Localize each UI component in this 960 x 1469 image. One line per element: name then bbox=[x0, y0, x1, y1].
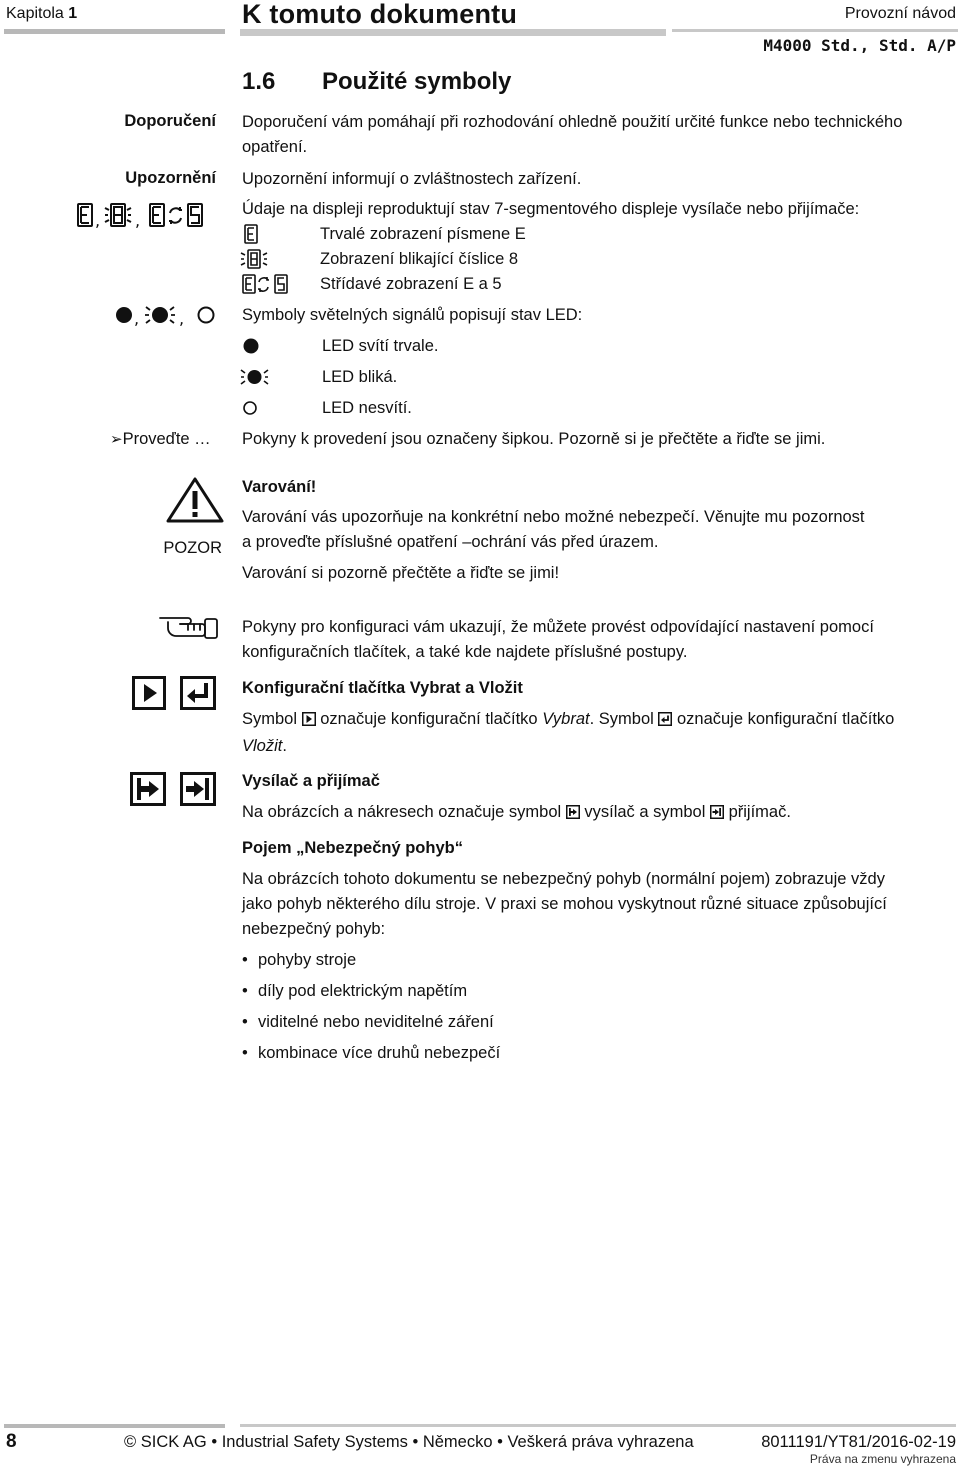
header-rule-left bbox=[4, 29, 225, 34]
display-item-text: Trvalé zobrazení písmene E bbox=[320, 225, 526, 243]
footer-rule-main bbox=[240, 1424, 956, 1427]
svg-text:,: , bbox=[179, 309, 185, 328]
insert-button-icon bbox=[658, 709, 672, 734]
select-button-icon bbox=[132, 676, 166, 710]
danger-list bbox=[242, 948, 956, 1072]
led-blink-icon bbox=[240, 366, 270, 388]
list-item: • kombinace více druhů nebezpečí bbox=[242, 1041, 956, 1072]
display-item-text: Zobrazení blikající číslice 8 bbox=[320, 250, 519, 268]
receiver-icon bbox=[180, 772, 216, 806]
display-symbols-icon bbox=[74, 200, 226, 230]
sender-icon bbox=[130, 772, 166, 806]
page-title: K tomuto dokumentu bbox=[242, 0, 518, 29]
buttons-text: Symbol označuje konfigurační tlačítko Vybrat. Symbol označuje konfigurační tlačítko Vložit. bbox=[242, 710, 895, 755]
select-button-icon bbox=[302, 709, 316, 734]
arrow-right-icon: ➢ bbox=[110, 431, 123, 448]
footer-copyright: © SICK AG • Industrial Safety Systems • Německo • Veškerá práva vyhrazena bbox=[124, 1433, 694, 1451]
page-number: 8 bbox=[6, 1431, 17, 1452]
document-type: Provozní návod bbox=[844, 5, 956, 22]
led-intro: Symboly světelných signálů popisují stav LED: bbox=[242, 306, 583, 324]
led-symbols-icon bbox=[114, 302, 226, 328]
section-title: Použité symboly bbox=[322, 68, 512, 95]
danger-text: Na obrázcích tohoto dokumentu se nebezpečný pohyb (normální pojem) zobrazuje vždy jako pohyb některého dílu stroje. V praxi se mohou vyskytnout různé situace způsobující nebezpečný pohyb: bbox=[242, 870, 887, 938]
footer-note: Práva na zmenu vyhrazena bbox=[809, 1452, 956, 1466]
list-item: • díly pod elektrickým napětím bbox=[242, 979, 956, 1010]
warning-triangle-icon bbox=[164, 476, 226, 524]
document-code: 8011191/YT81/2016-02-19 bbox=[761, 1433, 956, 1451]
receiver-icon bbox=[710, 802, 724, 827]
buttons-title: Konfigurační tlačítka Vybrat a Vložit bbox=[242, 679, 523, 697]
list-item: • pohyby stroje bbox=[242, 948, 956, 979]
led-on-icon bbox=[242, 336, 262, 356]
recommendation-text: Doporučení vám pomáhají při rozhodování ohledně použití určité funkce nebo technického opatření. bbox=[242, 113, 903, 156]
section-heading bbox=[242, 68, 511, 96]
alternating-e5-icon bbox=[242, 273, 292, 295]
section-number: 1.6 bbox=[242, 68, 276, 95]
insert-button-icon bbox=[180, 676, 216, 710]
warning-text: Varování vás upozorňuje na konkrétní nebo možné nebezpečí. Věnujte mu pozornost a proveďte příslušné opatření –ochrání vás před úrazem. Varování si pozorně přečtěte a řiďte se jimi! bbox=[242, 508, 865, 582]
note-label: Upozornění bbox=[125, 169, 216, 187]
svg-text:,: , bbox=[95, 211, 101, 230]
blinking-8-icon bbox=[240, 248, 270, 270]
chapter-indicator bbox=[6, 5, 77, 23]
note-text: Upozornění informují o zvláštnostech zařízení. bbox=[242, 170, 582, 188]
instruction-label: ➢Proveďte … bbox=[110, 430, 211, 448]
svg-text:,: , bbox=[134, 309, 140, 328]
sender-title: Vysílač a přijímač bbox=[242, 772, 380, 790]
header-rule-main bbox=[240, 29, 666, 36]
header-rule-right bbox=[672, 29, 958, 32]
chapter-number: 1 bbox=[68, 5, 78, 22]
led-off-icon bbox=[242, 398, 262, 418]
footer-rule-left bbox=[4, 1424, 225, 1428]
recommendation-label: Doporučení bbox=[124, 112, 216, 130]
sender-text: Na obrázcích a nákresech označuje symbol vysílač a symbol přijímač. bbox=[242, 800, 956, 827]
instruction-text: Pokyny k provedení jsou označeny šipkou. Pozorně si je přečtěte a řiďte se jimi. bbox=[242, 430, 826, 448]
svg-text:,: , bbox=[135, 211, 141, 230]
list-item: • viditelné nebo neviditelné záření bbox=[242, 1010, 956, 1041]
insert-label: Vložit bbox=[242, 737, 283, 755]
pointing-hand-icon bbox=[158, 612, 220, 640]
led-item-text: LED nesvítí. bbox=[322, 399, 412, 417]
chapter-label: Kapitola bbox=[6, 5, 64, 22]
select-label: Vybrat bbox=[542, 710, 590, 728]
display-intro: Údaje na displeji reproduktují stav 7-segmentového displeje vysílače nebo přijímače: bbox=[242, 200, 860, 218]
config-text: Pokyny pro konfiguraci vám ukazují, že můžete provést odpovídající nastavení pomocí konfiguračních tlačítek, a také kde najdete příslušné postupy. bbox=[242, 618, 874, 661]
led-item-text: LED svítí trvale. bbox=[322, 337, 439, 355]
display-item-text: Střídavé zobrazení E a 5 bbox=[320, 275, 502, 293]
warning-label: POZOR bbox=[163, 539, 222, 557]
warning-title: Varování! bbox=[242, 478, 317, 496]
digit-e-icon bbox=[242, 223, 264, 245]
product-name: M4000 Std., Std. A/P bbox=[763, 36, 956, 55]
sender-icon bbox=[566, 802, 580, 827]
danger-title: Pojem „Nebezpečný pohyb“ bbox=[242, 839, 463, 857]
led-item-text: LED bliká. bbox=[322, 368, 398, 386]
